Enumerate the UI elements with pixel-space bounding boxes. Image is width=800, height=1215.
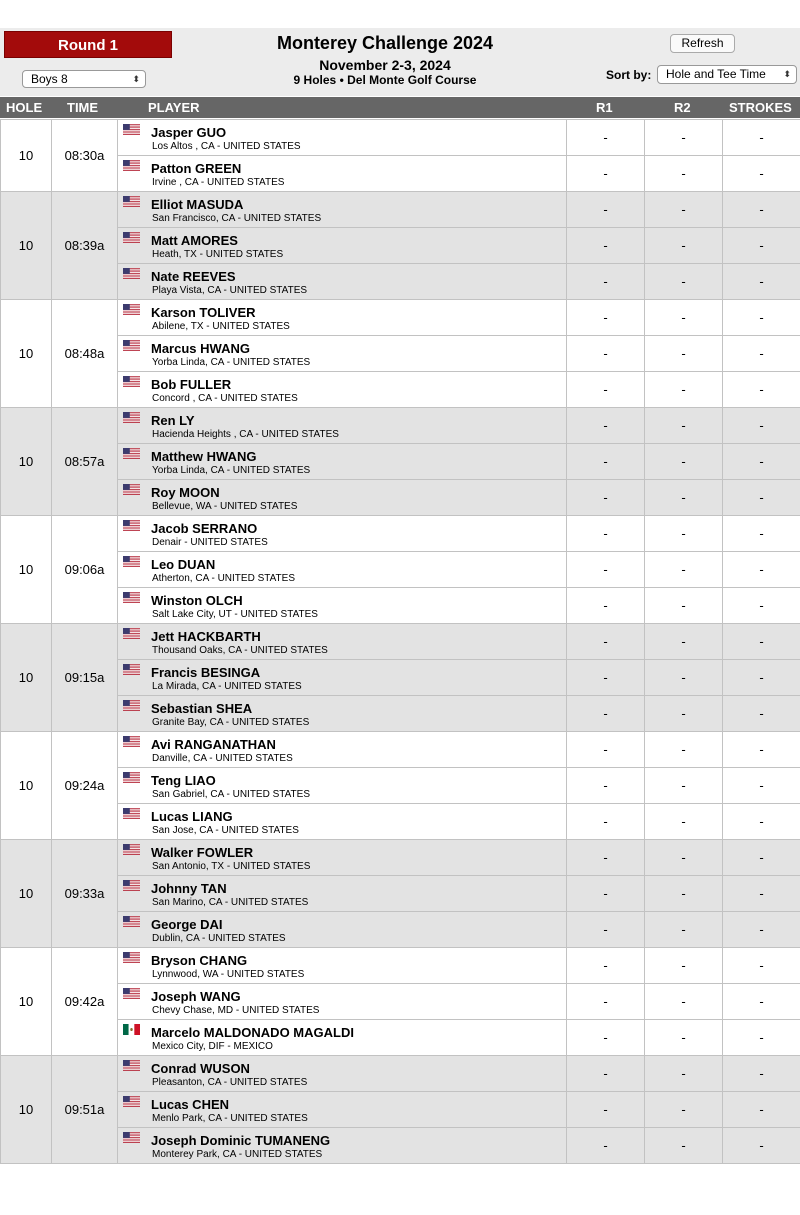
- us-flag-icon: [123, 412, 140, 423]
- player-row: [1, 588, 800, 624]
- player-cell: [118, 912, 567, 948]
- player-name[interactable]: Marcus HWANG: [151, 341, 250, 356]
- player-cell: [118, 444, 567, 480]
- strokes-total: -: [723, 156, 800, 192]
- hole-cell: 10: [1, 840, 52, 948]
- strokes-total: -: [723, 480, 800, 516]
- r2-score: -: [645, 300, 723, 336]
- player-location: Denair - UNITED STATES: [152, 537, 268, 548]
- r2-score: -: [645, 804, 723, 840]
- tee-time-cell: 09:06a: [52, 516, 118, 624]
- player-location: Salt Lake City, UT - UNITED STATES: [152, 609, 318, 620]
- sort-select[interactable]: [657, 65, 797, 84]
- r1-score: -: [567, 876, 645, 912]
- r2-score: -: [645, 264, 723, 300]
- hole-cell: 10: [1, 408, 52, 516]
- r2-score: -: [645, 408, 723, 444]
- player-location: Chevy Chase, MD - UNITED STATES: [152, 1005, 320, 1016]
- us-flag-icon: [123, 520, 140, 531]
- us-flag-icon: [123, 700, 140, 711]
- us-flag-icon: [123, 592, 140, 603]
- player-location: Dublin, CA - UNITED STATES: [152, 933, 286, 944]
- us-flag-icon: [123, 916, 140, 927]
- tournament-title: Monterey Challenge 2024: [276, 33, 494, 53]
- us-flag-icon: [123, 1060, 140, 1071]
- player-row: [1, 732, 800, 768]
- player-row: [1, 660, 800, 696]
- player-cell: [118, 480, 567, 516]
- us-flag-icon: [123, 448, 140, 459]
- player-cell: [118, 804, 567, 840]
- r2-score: -: [645, 516, 723, 552]
- tee-time-cell: 09:51a: [52, 1056, 118, 1164]
- r1-score: -: [567, 732, 645, 768]
- pairings-table: [0, 119, 800, 1164]
- us-flag-icon: [123, 1132, 140, 1143]
- r1-score: -: [567, 516, 645, 552]
- player-row: [1, 876, 800, 912]
- r1-score: -: [567, 336, 645, 372]
- us-flag-icon: [123, 736, 140, 747]
- player-cell: [118, 228, 567, 264]
- player-location: Atherton, CA - UNITED STATES: [152, 573, 295, 584]
- tee-time-cell: 09:42a: [52, 948, 118, 1056]
- hole-cell: 10: [1, 1056, 52, 1164]
- player-location: Thousand Oaks, CA - UNITED STATES: [152, 645, 328, 656]
- r1-score: -: [567, 948, 645, 984]
- r1-score: -: [567, 1020, 645, 1056]
- strokes-total: -: [723, 1056, 800, 1092]
- player-location: Heath, TX - UNITED STATES: [152, 249, 284, 260]
- player-name[interactable]: Leo DUAN: [151, 557, 216, 572]
- us-flag-icon: [123, 628, 140, 639]
- player-cell: [118, 156, 567, 192]
- player-cell: [118, 120, 567, 156]
- r2-score: -: [645, 192, 723, 228]
- player-location: Irvine , CA - UNITED STATES: [152, 177, 285, 188]
- r1-score: -: [567, 912, 645, 948]
- us-flag-icon: [123, 664, 140, 675]
- refresh-button[interactable]: Refresh: [670, 34, 735, 53]
- r2-score: -: [645, 984, 723, 1020]
- r1-score: -: [567, 444, 645, 480]
- r1-score: -: [567, 840, 645, 876]
- hole-cell: 10: [1, 624, 52, 732]
- player-name[interactable]: Ren LY: [151, 413, 195, 428]
- player-name[interactable]: Winston OLCH: [151, 593, 243, 608]
- strokes-total: -: [723, 984, 800, 1020]
- player-row: [1, 768, 800, 804]
- r1-score: -: [567, 300, 645, 336]
- player-row: [1, 228, 800, 264]
- strokes-total: -: [723, 552, 800, 588]
- r1-score: -: [567, 228, 645, 264]
- player-name[interactable]: Teng LIAO: [151, 773, 216, 788]
- player-cell: [118, 1128, 567, 1164]
- r1-score: -: [567, 1128, 645, 1164]
- r2-score: -: [645, 588, 723, 624]
- r1-score: -: [567, 264, 645, 300]
- us-flag-icon: [123, 196, 140, 207]
- player-cell: [118, 768, 567, 804]
- r2-score: -: [645, 948, 723, 984]
- r2-score: -: [645, 156, 723, 192]
- player-location: Yorba Linda, CA - UNITED STATES: [152, 465, 311, 476]
- player-name[interactable]: Conrad WUSON: [151, 1061, 250, 1076]
- tee-time-cell: 08:57a: [52, 408, 118, 516]
- r1-score: -: [567, 804, 645, 840]
- r1-score: -: [567, 768, 645, 804]
- player-row: [1, 408, 800, 444]
- select-arrows-icon: ⬍: [783, 69, 791, 79]
- hole-cell: 10: [1, 732, 52, 840]
- r2-score: -: [645, 444, 723, 480]
- r1-score: -: [567, 1092, 645, 1128]
- r1-score: -: [567, 588, 645, 624]
- hole-cell: 10: [1, 516, 52, 624]
- r1-score: -: [567, 372, 645, 408]
- hole-cell: 10: [1, 192, 52, 300]
- strokes-total: -: [723, 444, 800, 480]
- player-name[interactable]: Jett HACKBARTH: [151, 629, 261, 644]
- player-row: [1, 624, 800, 660]
- r2-score: -: [645, 552, 723, 588]
- r1-score: -: [567, 696, 645, 732]
- strokes-total: -: [723, 192, 800, 228]
- player-cell: [118, 588, 567, 624]
- player-location: Bellevue, WA - UNITED STATES: [152, 501, 298, 512]
- player-name[interactable]: Francis BESINGA: [151, 665, 261, 680]
- mexico-flag-icon: [123, 1024, 140, 1035]
- player-name[interactable]: Roy MOON: [151, 485, 220, 500]
- strokes-total: -: [723, 1020, 800, 1056]
- player-location: Hacienda Heights , CA - UNITED STATES: [152, 429, 339, 440]
- us-flag-icon: [123, 232, 140, 243]
- r2-score: -: [645, 624, 723, 660]
- tee-time-cell: 08:30a: [52, 120, 118, 192]
- tee-time-cell: 09:15a: [52, 624, 118, 732]
- col-hole: HOLE: [6, 100, 43, 115]
- r2-score: -: [645, 120, 723, 156]
- player-cell: [118, 876, 567, 912]
- player-name[interactable]: Avi RANGANATHAN: [151, 737, 276, 752]
- sort-label: Sort by:: [606, 68, 652, 82]
- r1-score: -: [567, 1056, 645, 1092]
- strokes-total: -: [723, 588, 800, 624]
- division-value: Boys 8: [31, 72, 68, 86]
- player-row: [1, 336, 800, 372]
- player-cell: [118, 552, 567, 588]
- col-player: PLAYER: [148, 100, 200, 115]
- r2-score: -: [645, 696, 723, 732]
- player-row: [1, 840, 800, 876]
- player-location: Danville, CA - UNITED STATES: [152, 753, 293, 764]
- strokes-total: -: [723, 624, 800, 660]
- player-cell: [118, 948, 567, 984]
- player-row: [1, 516, 800, 552]
- player-row: [1, 912, 800, 948]
- strokes-total: -: [723, 336, 800, 372]
- player-name[interactable]: Karson TOLIVER: [151, 305, 256, 320]
- player-row: [1, 372, 800, 408]
- strokes-total: -: [723, 948, 800, 984]
- player-name[interactable]: Walker FOWLER: [151, 845, 254, 860]
- player-name[interactable]: Joseph WANG: [151, 989, 241, 1004]
- player-name[interactable]: Lucas CHEN: [151, 1097, 230, 1112]
- player-location: San Marino, CA - UNITED STATES: [152, 897, 309, 908]
- player-cell: [118, 732, 567, 768]
- tee-time-cell: 09:33a: [52, 840, 118, 948]
- player-name[interactable]: Sebastian SHEA: [151, 701, 253, 716]
- player-row: [1, 156, 800, 192]
- tee-time-cell: 08:39a: [52, 192, 118, 300]
- strokes-total: -: [723, 696, 800, 732]
- player-row: [1, 1020, 800, 1056]
- player-name[interactable]: Joseph Dominic TUMANENG: [151, 1133, 331, 1148]
- player-cell: [118, 516, 567, 552]
- r2-score: -: [645, 1020, 723, 1056]
- player-cell: [118, 264, 567, 300]
- player-name[interactable]: Matt AMORES: [151, 233, 238, 248]
- player-location: Lynnwood, WA - UNITED STATES: [152, 969, 305, 980]
- r2-score: -: [645, 1128, 723, 1164]
- strokes-total: -: [723, 1092, 800, 1128]
- player-row: [1, 552, 800, 588]
- player-cell: [118, 1092, 567, 1128]
- strokes-total: -: [723, 660, 800, 696]
- tee-time-cell: 08:48a: [52, 300, 118, 408]
- us-flag-icon: [123, 484, 140, 495]
- strokes-total: -: [723, 516, 800, 552]
- us-flag-icon: [123, 304, 140, 315]
- player-name[interactable]: Matthew HWANG: [151, 449, 257, 464]
- player-name[interactable]: Bob FULLER: [151, 377, 232, 392]
- player-location: Pleasanton, CA - UNITED STATES: [152, 1077, 308, 1088]
- player-location: Concord , CA - UNITED STATES: [152, 393, 298, 404]
- player-row: [1, 696, 800, 732]
- player-location: Granite Bay, CA - UNITED STATES: [152, 717, 310, 728]
- strokes-total: -: [723, 876, 800, 912]
- player-location: Yorba Linda, CA - UNITED STATES: [152, 357, 311, 368]
- player-row: [1, 984, 800, 1020]
- player-row: [1, 1092, 800, 1128]
- player-location: San Jose, CA - UNITED STATES: [152, 825, 299, 836]
- player-name[interactable]: Jasper GUO: [151, 125, 227, 140]
- r2-score: -: [645, 1092, 723, 1128]
- us-flag-icon: [123, 340, 140, 351]
- us-flag-icon: [123, 556, 140, 567]
- r1-score: -: [567, 192, 645, 228]
- strokes-total: -: [723, 228, 800, 264]
- col-r1: R1: [596, 100, 613, 115]
- r1-score: -: [567, 624, 645, 660]
- r2-score: -: [645, 1056, 723, 1092]
- player-row: [1, 804, 800, 840]
- r2-score: -: [645, 768, 723, 804]
- player-location: San Francisco, CA - UNITED STATES: [152, 213, 322, 224]
- player-cell: [118, 660, 567, 696]
- us-flag-icon: [123, 808, 140, 819]
- player-cell: [118, 1020, 567, 1056]
- player-location: San Antonio, TX - UNITED STATES: [152, 861, 311, 872]
- us-flag-icon: [123, 952, 140, 963]
- player-location: Mexico City, DIF - MEXICO: [152, 1041, 273, 1052]
- col-r2: R2: [674, 100, 691, 115]
- us-flag-icon: [123, 376, 140, 387]
- player-name[interactable]: Johnny TAN: [151, 881, 227, 896]
- r1-score: -: [567, 660, 645, 696]
- r1-score: -: [567, 120, 645, 156]
- tee-time-cell: 09:24a: [52, 732, 118, 840]
- strokes-total: -: [723, 372, 800, 408]
- us-flag-icon: [123, 1096, 140, 1107]
- player-cell: [118, 336, 567, 372]
- strokes-total: -: [723, 912, 800, 948]
- hole-cell: 10: [1, 300, 52, 408]
- player-row: [1, 264, 800, 300]
- player-cell: [118, 624, 567, 660]
- player-name[interactable]: Jacob SERRANO: [151, 521, 258, 536]
- player-cell: [118, 372, 567, 408]
- hole-cell: 10: [1, 120, 52, 192]
- r2-score: -: [645, 912, 723, 948]
- us-flag-icon: [123, 988, 140, 999]
- strokes-total: -: [723, 840, 800, 876]
- strokes-total: -: [723, 120, 800, 156]
- player-location: Menlo Park, CA - UNITED STATES: [152, 1113, 308, 1124]
- player-cell: [118, 840, 567, 876]
- player-cell: [118, 1056, 567, 1092]
- strokes-total: -: [723, 264, 800, 300]
- strokes-total: -: [723, 804, 800, 840]
- col-strokes: STROKES: [729, 100, 792, 115]
- r1-score: -: [567, 156, 645, 192]
- player-row: [1, 120, 800, 156]
- us-flag-icon: [123, 268, 140, 279]
- us-flag-icon: [123, 772, 140, 783]
- strokes-total: -: [723, 408, 800, 444]
- r2-score: -: [645, 480, 723, 516]
- player-name[interactable]: Patton GREEN: [151, 161, 242, 176]
- player-cell: [118, 300, 567, 336]
- player-row: [1, 1056, 800, 1092]
- player-row: [1, 480, 800, 516]
- r1-score: -: [567, 984, 645, 1020]
- player-location: La Mirada, CA - UNITED STATES: [152, 681, 302, 692]
- r2-score: -: [645, 732, 723, 768]
- r2-score: -: [645, 336, 723, 372]
- player-name[interactable]: Marcelo MALDONADO MAGALDI: [151, 1025, 354, 1040]
- player-cell: [118, 696, 567, 732]
- player-row: [1, 948, 800, 984]
- hole-cell: 10: [1, 948, 52, 1056]
- select-arrows-icon: ⬍: [132, 74, 140, 84]
- us-flag-icon: [123, 160, 140, 171]
- player-cell: [118, 984, 567, 1020]
- r1-score: -: [567, 408, 645, 444]
- col-time: TIME: [67, 100, 99, 115]
- r1-score: -: [567, 480, 645, 516]
- us-flag-icon: [123, 124, 140, 135]
- player-cell: [118, 408, 567, 444]
- player-row: [1, 1128, 800, 1164]
- us-flag-icon: [123, 880, 140, 891]
- player-row: [1, 444, 800, 480]
- player-cell: [118, 192, 567, 228]
- us-flag-icon: [123, 844, 140, 855]
- player-row: [1, 192, 800, 228]
- strokes-total: -: [723, 768, 800, 804]
- player-location: Playa Vista, CA - UNITED STATES: [152, 285, 308, 296]
- player-location: Los Altos , CA - UNITED STATES: [152, 141, 301, 152]
- player-name[interactable]: George DAI: [151, 917, 223, 932]
- r2-score: -: [645, 840, 723, 876]
- player-location: Abilene, TX - UNITED STATES: [152, 321, 290, 332]
- r2-score: -: [645, 228, 723, 264]
- round-button[interactable]: Round 1: [4, 31, 172, 58]
- r2-score: -: [645, 876, 723, 912]
- player-name[interactable]: Nate REEVES: [151, 269, 236, 284]
- tournament-dates: November 2-3, 2024: [319, 57, 451, 73]
- strokes-total: -: [723, 1128, 800, 1164]
- r1-score: -: [567, 552, 645, 588]
- sort-value: Hole and Tee Time: [666, 67, 766, 81]
- r2-score: -: [645, 660, 723, 696]
- player-name[interactable]: Bryson CHANG: [151, 953, 248, 968]
- player-location: San Gabriel, CA - UNITED STATES: [152, 789, 311, 800]
- player-name[interactable]: Elliot MASUDA: [151, 197, 244, 212]
- course-info: 9 Holes • Del Monte Golf Course: [293, 73, 477, 87]
- strokes-total: -: [723, 300, 800, 336]
- column-header-bar: [0, 97, 800, 118]
- player-name[interactable]: Lucas LIANG: [151, 809, 233, 824]
- strokes-total: -: [723, 732, 800, 768]
- r2-score: -: [645, 372, 723, 408]
- player-location: Monterey Park, CA - UNITED STATES: [152, 1149, 323, 1160]
- player-row: [1, 300, 800, 336]
